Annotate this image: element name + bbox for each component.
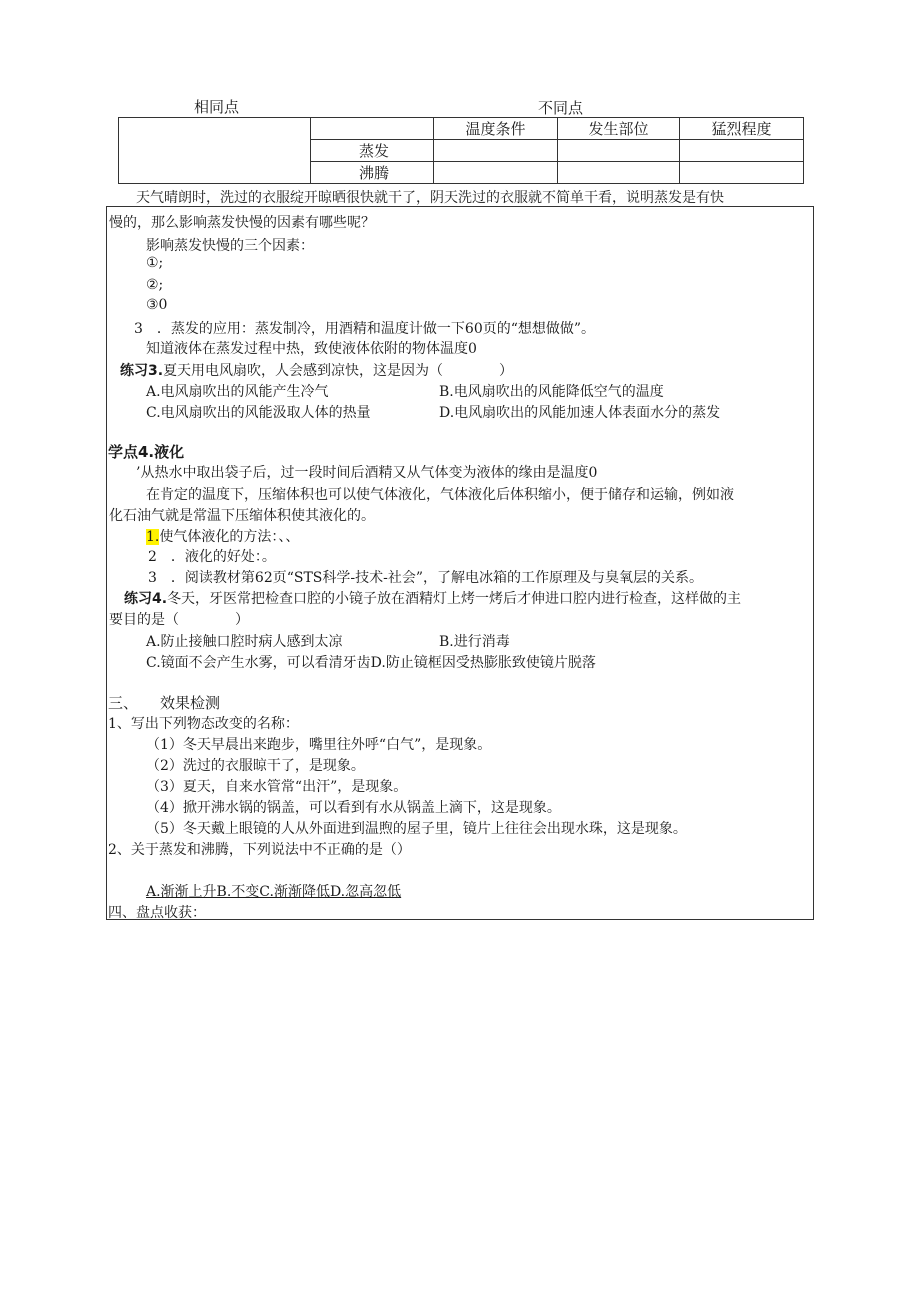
ex3-option-b[interactable]: B.电风扇吹出的风能降低空气的温度: [439, 384, 664, 400]
liquefy-benefit: 2 ．液化的好处：。: [148, 549, 276, 565]
row-boiling: 沸腾: [311, 162, 434, 184]
table-cell[interactable]: [434, 162, 558, 184]
compare-table: [118, 117, 804, 184]
section-4-title: 学点4.液化: [108, 443, 185, 461]
ex4-option-a[interactable]: A.防止接触口腔时病人感到太凉: [146, 634, 343, 650]
row-evaporation: 蒸发: [311, 140, 434, 162]
evap-note: 知道液体在蒸发过程中热，致使液体依附的物体温度0: [146, 341, 477, 357]
table-row: [119, 118, 804, 140]
exercise-4-label: 练习4.: [124, 591, 168, 607]
liquefy-method-number: 1.: [146, 529, 160, 545]
exercise-4-question-2: 要目的是（ ）: [109, 612, 249, 628]
q1-item-3: （3）夏天，自来水管常“出汗”，是现象。: [146, 779, 408, 795]
blank-header-cell: [311, 118, 434, 140]
ex3-option-d[interactable]: D.电风扇吹出的风能加速人体表面水分的蒸发: [439, 405, 721, 421]
q1-item-4: （4）掀开沸水锅的锅盖，可以看到有水从锅盖上滴下，这是现象。: [146, 800, 561, 816]
ex4-option-b[interactable]: B.进行消毒: [439, 634, 510, 650]
q2-options[interactable]: A.渐渐上升B.不变C.渐渐降低D.忽高忽低: [146, 884, 402, 900]
exercise-3: [120, 360, 513, 380]
exercise-3-label: 练习3.: [120, 363, 164, 379]
section-4-line-1: ’从热水中取出袋子后，过一段时间后酒精又从气体变为液体的缘由是温度0: [136, 465, 598, 481]
section-3-title: 效果检测: [160, 694, 221, 712]
factor-1: ①;: [146, 255, 164, 271]
table-cell[interactable]: [680, 140, 804, 162]
intro-line-1: 天气晴朗时，洗过的衣服绽开晾晒很快就干了，阴天洗过的衣服就不简单干看，说明蒸发是有快: [136, 190, 724, 206]
same-point-cell: [119, 118, 311, 184]
liquefy-method-text: 使气体液化的方法：、、: [159, 529, 300, 545]
evap-application: 3 ．蒸发的应用：蒸发制冷，用酒精和温度计做一下60页的“想想做做”。: [134, 321, 596, 337]
liquefy-method: [146, 526, 299, 546]
ex4-option-c-d[interactable]: C.镜面不会产生水雾，可以看清牙齿D.防止镜框因受热膨胀致使镜片脱落: [146, 655, 596, 671]
q1-item-1: （1）冬天早晨出来跑步，嘴里往外呼“白气”，是现象。: [146, 737, 492, 753]
same-point-label: 相同点: [194, 98, 240, 116]
col-location: 发生部位: [558, 118, 680, 140]
section-4-line-3: 化石油气就是常温下压缩体积使其液化的。: [109, 508, 375, 524]
q1-item-5: （5）冬天戴上眼镜的人从外面进到温煦的屋子里，镜片上往往会出现水珠，这是现象。: [146, 821, 687, 837]
exercise-4-question: 冬天，牙医常把检查口腔的小镜子放在酒精灯上烤一烤后才伸进口腔内进行检查，这样做的主: [167, 591, 742, 607]
table-cell[interactable]: [434, 140, 558, 162]
ex3-option-c[interactable]: C.电风扇吹出的风能汲取人体的热量: [146, 405, 371, 421]
factor-3: ③0: [146, 297, 168, 313]
exercise-4: [124, 588, 741, 608]
col-temperature: 温度条件: [434, 118, 558, 140]
q1-item-2: （2）洗过的衣服晾干了，是现象。: [146, 758, 365, 774]
question-1: 1、写出下列物态改变的名称：: [108, 716, 299, 732]
factor-2: ②;: [146, 277, 164, 293]
intro-line-2: 慢的，那么影响蒸发快慢的因素有哪些呢？: [109, 215, 375, 231]
ex3-option-a[interactable]: A.电风扇吹出的风能产生冷气: [146, 384, 329, 400]
factors-title: 影响蒸发快慢的三个因素：: [146, 238, 314, 254]
section-4-line-2: 在肯定的温度下，压缩体积也可以使气体液化，气体液化后体积缩小，便于储存和运输，例如液: [146, 487, 734, 503]
table-cell[interactable]: [558, 140, 680, 162]
reading-task: 3 ．阅读教材第62页“STS科学-技术-社会”，了解电冰箱的工作原理及与臭氧层的关系。: [148, 570, 704, 586]
table-cell[interactable]: [558, 162, 680, 184]
table-cell[interactable]: [680, 162, 804, 184]
exercise-3-question: 夏天用电风扇吹，人会感到凉快，这是因为（ ）: [163, 363, 514, 379]
summary-heading: 四、盘点收获：: [108, 905, 206, 921]
diff-point-label: 不同点: [538, 99, 584, 117]
question-2: 2、关于蒸发和沸腾，下列说法中不正确的是（）: [108, 842, 411, 858]
col-intensity: 猛烈程度: [680, 118, 804, 140]
section-3-num: 三、: [108, 694, 139, 712]
